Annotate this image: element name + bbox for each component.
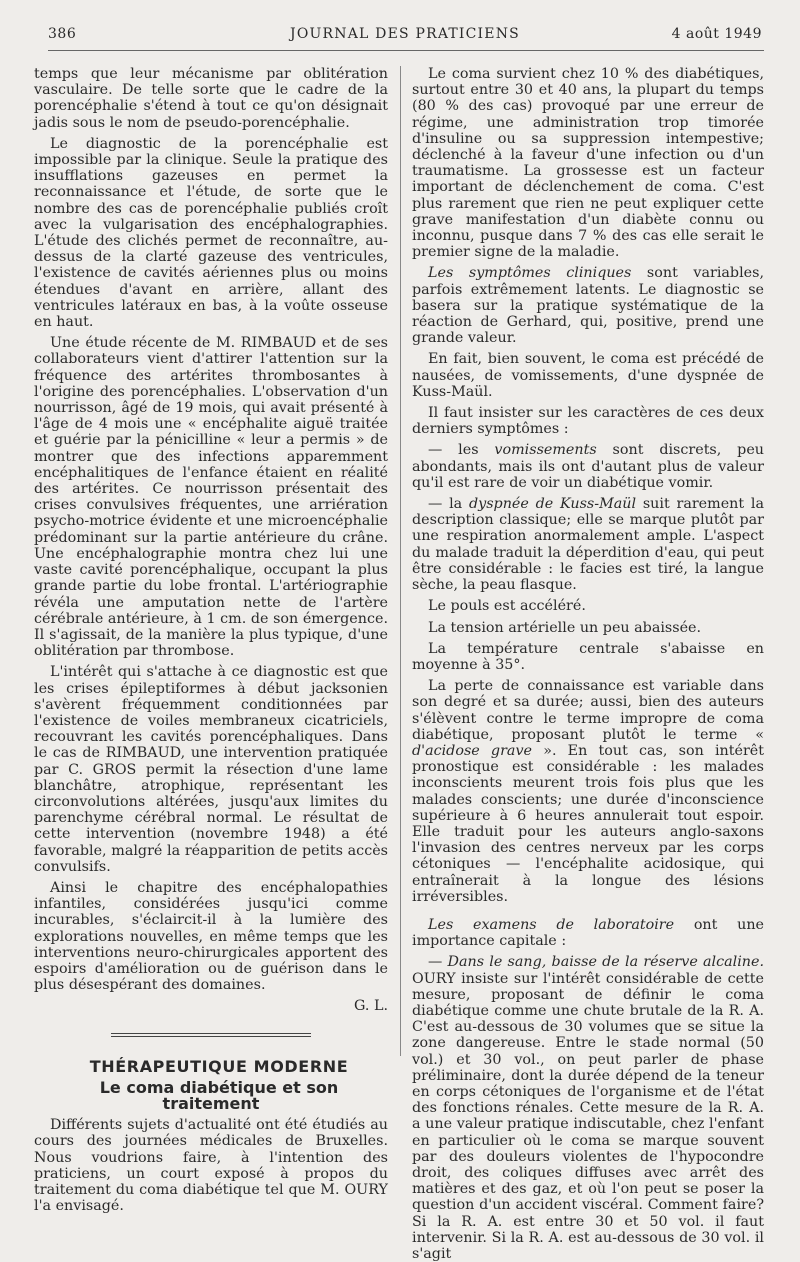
paragraph: — les vomissements sont discrets, peu abondants, mais ils ont d'autant plus de valeur qu'il est rare de voir un diabétique vomir. [412,442,765,491]
running-header [48,26,762,46]
section-title: THÉRAPEUTIQUE MODERNE [89,1056,349,1076]
author-signature: G. L. [353,998,388,1015]
paragraph: Les symptômes cliniques sont variables, parfois extrêmement latents. Le diagnostic se basera sur la pratique systématique de la réaction de Gerhard, qui, positive, prend une grande valeur. [412,265,764,347]
header-rule [48,50,764,51]
paragraph: — la dyspnée de Kuss-Maül suit rarement la description classique; elle se marque plutôt par une respiration anormalement ample. L'aspect du malade traduit la déperdition d'eau, qui peut être considérable : le facies est tiré, la langue sèche, la peau flasque. [412,496,764,594]
paragraph: Le pouls est accéléré. [428,598,586,615]
article-title: Le coma diabétique et son traitement [99,1077,339,1113]
page-number: 386 [48,26,77,42]
paragraph: Le coma survient chez 10 % des diabétiques, surtout entre 30 et 40 ans, la plupart du temps (80 % des cas) provoqué par une erreur de régime, une administration trop timorée d'insuline ou sa suppression intempestive; déclenché à la faveur d'une infection ou d'un traumatisme. La grossesse est un facteur important de déclenchement de coma. C'est plus rarement que rien ne peut expliquer cette grave manifestation d'un diabète connu ou inconnu, pusque dans 7 % des cas elle serait le premier signe de la maladie. [412,66,764,261]
paragraph: La tension artérielle un peu abaissée. [428,619,702,636]
paragraph: La perte de connaissance est variable dans son degré et sa durée; aussi, bien des auteurs s'élèvent contre le terme impropre de coma diabétique, proposant plutôt le terme « d'acidose grave ». En tout cas, son intérêt pronostique est considérable : les malades inconscients meurent trois fois plus que les malades conscients; une durée d'inconscience supérieure à 6 heures annulerait tout espoir. Elle traduit pour les auteurs anglo-saxons l'invasion des centres nerveux par les corps cétoniques — l'encéphalite acidosique, qui entraînerait à la longue des lésions irréversibles. [412,678,764,905]
paragraph: La température centrale s'abaisse en moyenne à 35°. [412,640,764,673]
issue-date: 4 août 1949 [671,26,762,42]
paragraph: Les examens de laboratoire ont une importance capitale : [412,916,764,950]
italic-term: d'acidose grave [412,742,532,759]
italic-term: Dans le sang, baisse de la réserve alcaline. [447,954,764,971]
paragraph: Le diagnostic de la porencéphalie est impossible par la clinique. Seule la pratique des insufflations gazeuses en permet la reconnaissance et l'étude, de sorte que le nombre des cas de porencéphalie publiés croît avec la vulgarisation des encéphalographies. L'étude des clichés permet de reconnaître, au-dessus de la clarté gazeuse des ventricules, l'existence de cavités aériennes plus ou moins étendues d'avant en arrière, allant des ventricules latéraux en bas, à la voûte osseuse en haut. [34,135,388,331]
column-divider [400,66,401,1056]
paragraph: Ainsi le chapitre des encéphalopathies infantiles, considérées jusqu'ici comme incurables, s'éclaircit-il à la lumière des explorations nouvelles, en même temps que les interventions neuro-chirurgicales apportent des espoirs d'amélioration ou de guérison dans le plus désespérant des domaines. [34,879,388,994]
paragraph: temps que leur mécanisme par oblitération vasculaire. De telle sorte que le cadre de la porencéphalie s'étend à tout ce qu'on désignait jadis sous le nom de pseudo-porencéphalie. [34,66,388,131]
paragraph: Il faut insister sur les caractères de ces deux derniers symptômes : [412,405,764,438]
left-column [34,66,388,1215]
journal-title: JOURNAL DES PRATICIENS [290,26,520,42]
section-separator [111,1033,311,1037]
paragraph: Une étude récente de M. RIMBAUD et de ses collaborateurs vient d'attirer l'attention sur la fréquence des artérites thrombosantes à l'origine des porencéphalies. L'observation d'un nourrisson, âgé de 19 mois, qui avait présenté à l'âge de 4 mois une « encéphalite aiguë traitée et guérie par la pénicilline « leur a permis » de montrer que des infections apparemment encéphalitiques de l'enfance étaient en réalité des artérites. Ce nourrisson présentait des crises convulsives fréquentes, une arriération psycho-motrice évidente et une microencéphalie prédominant sur la partie antérieure du crâne. Une encéphalographie montra chez lui une vaste cavité porencéphalique, occupant la plus grande partie du lobe frontal. L'artériographie révéla une amputation nette de l'artère cérébrale antérieure, à 1 cm. de son émergence. Il s'agissait, de la manière la plus typique, d'une oblitération par thrombose. [34,335,388,660]
paragraph: Différents sujets d'actualité ont été étudiés au cours des journées médicales de Bruxelles. Nous voudrions faire, à l'intention des praticiens, un court exposé à propos du traitement du coma diabétique tel que M. OURY l'a envisagé. [34,1117,388,1215]
italic-term: vomissements [494,442,597,459]
italic-heading: Les examens de laboratoire [428,916,675,933]
paragraph: En fait, bien souvent, le coma est précédé de nausées, de vomissements, d'une dyspnée de Kuss-Maül. [412,351,764,400]
italic-heading: Les symptômes cliniques [428,265,632,282]
italic-term: dyspnée de Kuss-Maül [468,496,637,513]
right-column [412,66,765,1262]
paragraph: L'intérêt qui s'attache à ce diagnostic est que les crises épileptiformes à début jacksonien s'avèrent fréquemment conditionnées par l'existence de voiles membraneux cicatriciels, recouvrant les cavités porencéphaliques. Dans le cas de RIMBAUD, une intervention pratiquée par C. GROS permit la résection d'une lame blanchâtre, atrophique, représentant les circonvolutions altérées, jusqu'aux limites du parenchyme cérébral normal. Le résultat de cette intervention (novembre 1948) a été favorable, malgré la réapparition de petits accès convulsifs. [34,664,388,875]
paragraph: — Dans le sang, baisse de la réserve alcaline. OURY insiste sur l'intérêt considérable de cette mesure, proposant de définir le coma diabétique comme une chute brutale de la R. A. C'est au-dessous de 30 volumes que se situe la zone dangereuse. Entre le stade normal (50 vol.) et 30 vol., on peut parler de phase préliminaire, dont la durée dépend de la teneur en corps cétoniques de l'organisme et de l'état des fonctions rénales. Cette mesure de la R. A. a une valeur pratique indiscutable, chez l'enfant en particulier où le coma se marque souvent par des douleurs violentes de l'hypocondre droit, des coliques diffuses avec arrêt des matières et des gaz, et où l'on peut se poser la question d'un accident viscéral. Comment faire? Si la R. A. est entre 30 et 50 vol. il faut intervenir. Si la R. A. est au-dessous de 30 vol. il s'agit [412,954,764,1262]
